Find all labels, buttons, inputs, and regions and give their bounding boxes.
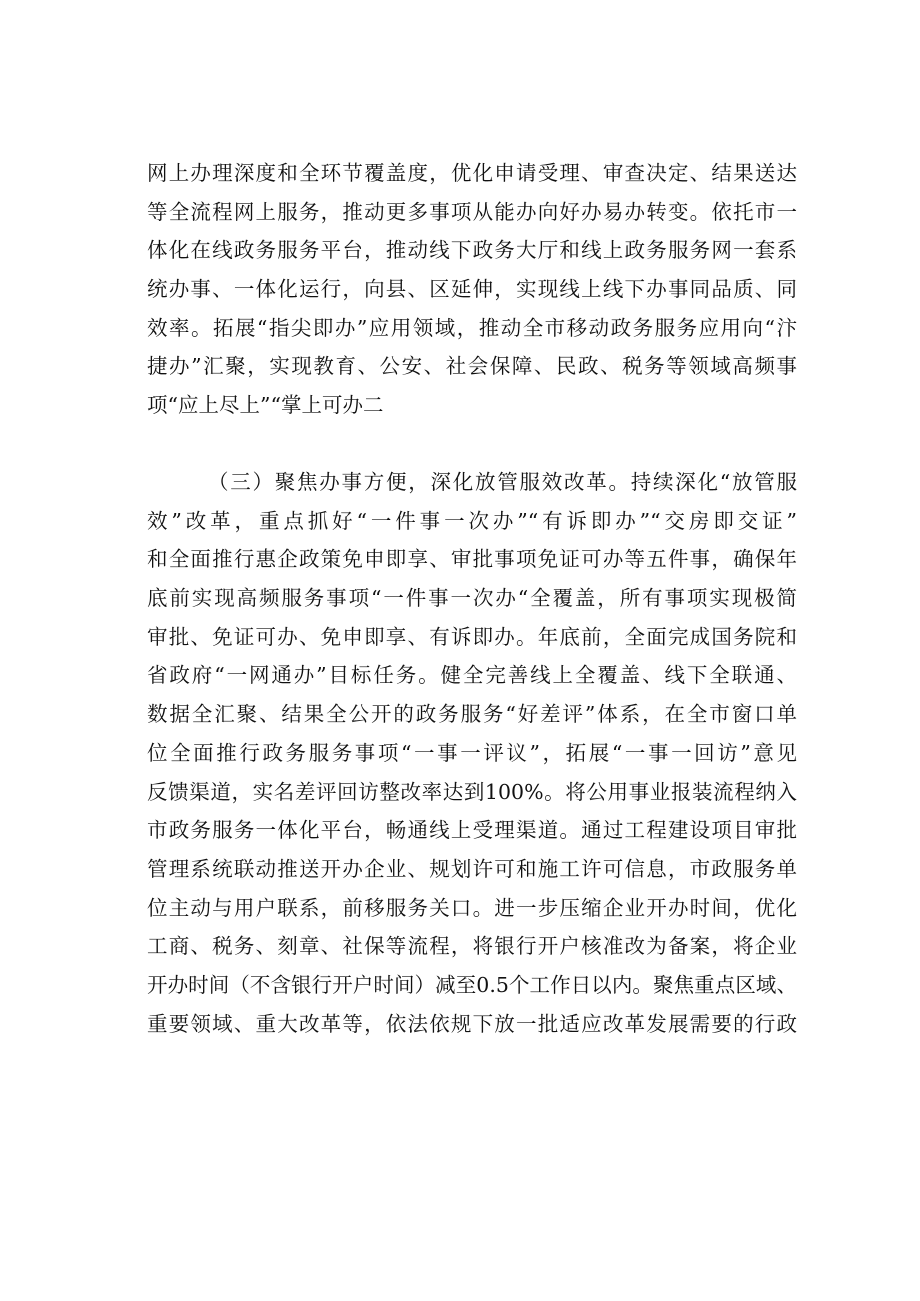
text-line: 审批、免证可办、免申即享、有诉即办。年底前，全面完成国务院和 bbox=[147, 624, 797, 649]
text-line: 反馈渠道，实名差评回访整改率达到100%。将公用事业报装流程纳入 bbox=[147, 779, 797, 804]
text-line: 管理系统联动推送开办企业、规划许可和施工许可信息，市政服务单 bbox=[147, 856, 797, 881]
text-line: 捷办”汇聚，实现教育、公安、社会保障、民政、税务等领域高频事 bbox=[147, 354, 797, 379]
text-line: 体化在线政务服务平台，推动线下政务大厅和线上政务服务网一套系 bbox=[147, 238, 797, 263]
text-line: 底前实现高频服务事项“一件事一次办“全覆盖，所有事项实现极简 bbox=[147, 586, 797, 611]
paragraph-1 bbox=[147, 154, 797, 425]
section-heading-line: （三）聚焦办事方便，深化放管服效改革。持续深化“放管服 bbox=[208, 470, 797, 494]
text-line: 重要领域、重大改革等，依法依规下放一批适应改革发展需要的行政 bbox=[147, 1011, 797, 1036]
text-line: 开办时间（不含银行开户时间）减至0.5个工作日以内。聚焦重点区域、 bbox=[147, 972, 797, 997]
text-line: 市政务服务一体化平台，畅通线上受理渠道。通过工程建设项目审批 bbox=[147, 818, 797, 843]
text-line: 效率。拓展“指尖即办”应用领域，推动全市移动政务服务应用向“汴 bbox=[147, 315, 797, 340]
text-line: 位全面推行政务服务事项“一事一评议”，拓展“一事一回访”意见 bbox=[147, 740, 797, 765]
text-line: 数据全汇聚、结果全公开的政务服务“好差评”体系，在全市窗口单 bbox=[147, 702, 797, 727]
text-line: 项“应上尽上”“掌上可办二 bbox=[147, 393, 384, 418]
text-line: 统办事、一体化运行，向县、区延伸，实现线上线下办事同品质、同 bbox=[147, 277, 797, 302]
paragraph-2 bbox=[147, 463, 797, 1043]
text-line: 位主动与用户联系，前移服务关口。进一步压缩企业开办时间，优化 bbox=[147, 895, 797, 920]
text-line: 网上办理深度和全环节覆盖度，优化申请受理、审查决定、结果送达 bbox=[147, 161, 797, 185]
text-line: 效”改革，重点抓好“一件事一次办”“有诉即办”“交房即交证” bbox=[147, 508, 797, 533]
text-line: 工商、税务、刻章、社保等流程，将银行开户核准改为备案，将企业 bbox=[147, 934, 797, 959]
text-line: 等全流程网上服务，推动更多事项从能办向好办易办转变。依托市一 bbox=[147, 199, 797, 224]
text-line: 和全面推行惠企政策免申即享、审批事项免证可办等五件事，确保年 bbox=[147, 547, 797, 572]
text-line: 省政府“一网通办”目标任务。健全完善线上全覆盖、线下全联通、 bbox=[147, 663, 797, 688]
